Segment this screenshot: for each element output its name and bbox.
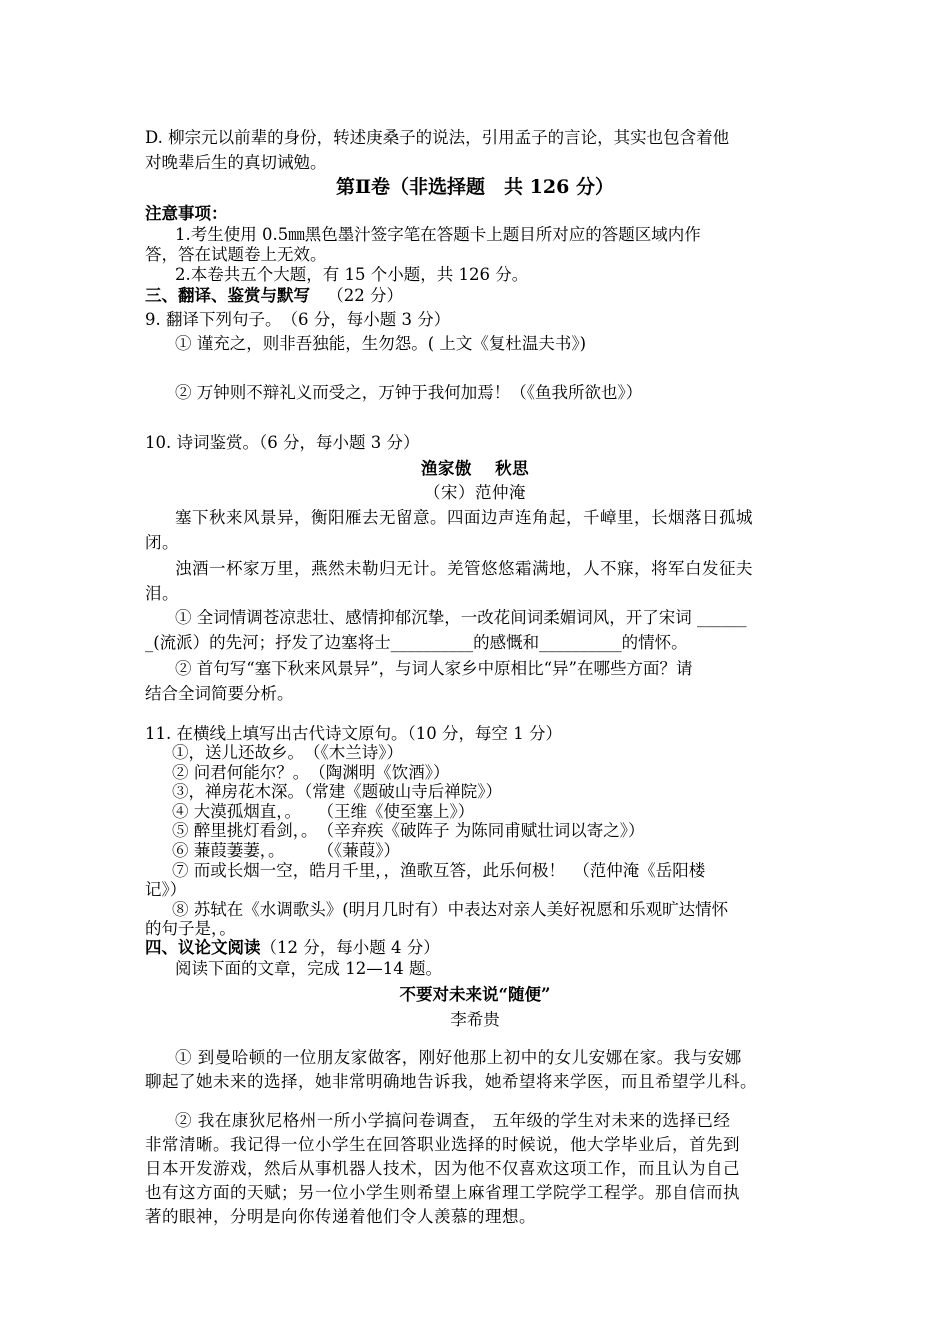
section-3-score: （22 分） (327, 286, 403, 305)
question-11-item-1: ①，送儿还故乡。 （《木兰诗》） (172, 743, 403, 762)
poem-stanza-2-line-1: 浊酒一杯家万里，燕然未勒归无计。羌管悠悠霜满地，人不寐，将军白发征夫 (175, 559, 753, 578)
question-11-item-5: ⑤ 醉里挑灯看剑，。 （辛弃疾《破阵子 为陈同甫赋壮词以寄之》） (172, 821, 645, 840)
poem-stanza-1-line-1: 塞下秋来风景异，衡阳雁去无留意。四面边声连角起，千嶂里，长烟落日孤城 (175, 508, 753, 527)
question-10-item-1-line-2: _(流派）的先河；抒发了边塞将士__________的感慨和__________的情怀。 (145, 633, 688, 652)
question-11-item-4: ④ 大漠孤烟直，。 （王维《使至塞上》） (172, 802, 475, 821)
question-11-item-7-line-1: ⑦ 而或长烟一空，皓月千里，，渔歌互答，此乐何极！ （范仲淹《岳阳楼 (172, 861, 706, 880)
section-4-heading (145, 937, 440, 959)
section-3-title: 三、翻译、鉴赏与默写 (145, 286, 310, 305)
section-4-score: （12 分，每小题 4 分） (260, 938, 440, 957)
paragraph-2-line-3: 日本开发游戏，然后从事机器人技术，因为他不仅喜欢这项工作，而且认为自己 (145, 1159, 740, 1178)
paragraph-1-line-1: ① 到曼哈顿的一位朋友家做客，刚好他那上初中的女儿安娜在家。我与安娜 (175, 1048, 742, 1067)
question-11-item-8-line-2: 的句子是，。 (145, 919, 236, 938)
article-title: 不要对未来说“随便” (399, 985, 551, 1004)
poem-stanza-2-line-2: 泪。 (145, 584, 179, 603)
section-3-heading (145, 285, 403, 307)
question-11-item-7-line-2: 记》） (145, 880, 187, 899)
notice-item-1-line-2: 答，答在试题卷上无效。 (145, 245, 327, 264)
poem-title: 渔家傲 秋思 (420, 459, 530, 478)
question-11-item-8-line-1: ⑧ 苏轼在《水调歌头》(明月几时有）中表达对亲人美好祝愿和乐观旷达情怀 (172, 900, 729, 919)
question-10-item-2-line-2: 结合全词简要分析。 (145, 684, 294, 703)
notice-item-2: 2.本卷共五个大题，有 15 个小题，共 126 分。 (175, 265, 529, 284)
question-11-item-2: ② 问君何能尔？。 （陶渊明《饮酒》） (172, 763, 450, 782)
question-9: 9. 翻译下列句子。 （6 分，每小题 3 分） (145, 310, 451, 329)
paragraph-2-line-2: 非常清晰。我记得一位小学生在回答职业选择的时候说，他大学毕业后，首先到 (145, 1135, 740, 1154)
section-4-instruction: 阅读下面的文章，完成 12—14 题。 (175, 959, 442, 978)
notice-item-1-line-1: 1.考生使用 0.5㎜黑色墨汁签字笔在答题卡上题目所对应的答题区域内作 (175, 225, 701, 244)
question-9-item-2: ② 万钟则不辩礼义而受之，万钟于我何加焉！（《鱼我所欲也》） (175, 383, 643, 402)
question-10-item-2-line-1: ② 首句写“塞下秋来风景异”，与词人家乡中原相比“异”在哪些方面？请 (175, 659, 693, 678)
poem-author: （宋）范仲淹 (424, 483, 526, 502)
option-d-line-1: D. 柳宗元以前辈的身份，转述庚桑子的说法，引用孟子的言论，其实也包含着他 (145, 128, 730, 147)
question-9-item-1: ① 谨充之，则非吾独能，生勿怨。( 上文《复杜温夫书》) (175, 334, 587, 353)
question-10: 10. 诗词鉴赏。（6 分，每小题 3 分） (145, 433, 420, 452)
article-author: 李希贵 (450, 1010, 500, 1029)
paragraph-1-line-2: 聊起了她未来的选择，她非常明确地告诉我，她希望将来学医，而且希望学儿科。 (145, 1072, 757, 1091)
paragraph-2-line-4: 也有这方面的天赋；另一位小学生则希望上麻省理工学院学工程学。那自信而执 (145, 1183, 740, 1202)
question-11-item-6: ⑥ 蒹葭萋萋，。 （《蒹葭》） (172, 841, 400, 860)
part-2-title: 第Ⅱ卷（非选择题 共 126 分） (336, 176, 614, 198)
section-4-title: 四、议论文阅读 (145, 938, 261, 957)
paragraph-2-line-5: 著的眼神，分明是向你传递着他们令人羡慕的理想。 (145, 1207, 536, 1226)
poem-stanza-1-line-2: 闭。 (145, 533, 179, 552)
question-11-item-3: ③，禅房花木深。（常建《题破山寺后禅院》） (172, 782, 502, 801)
option-d-line-2: 对晚辈后生的真切诫勉。 (145, 153, 327, 172)
notice-heading: 注意事项： (145, 204, 228, 223)
paragraph-2-line-1: ② 我在康狄尼格州一所小学搞问卷调查， 五年级的学生对未来的选择已经 (175, 1111, 731, 1130)
question-10-item-1-line-1: ① 全词情调苍凉悲壮、感情抑郁沉挚，一改花间词柔媚词风，开了宋词 ______ (175, 608, 747, 627)
question-11: 11. 在横线上填写出古代诗文原句。（10 分，每空 1 分） (145, 724, 562, 743)
